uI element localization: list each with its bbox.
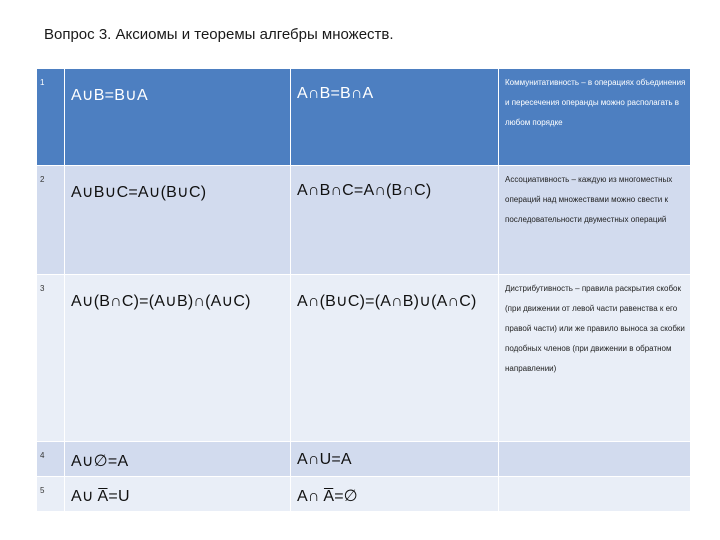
table-row	[37, 166, 691, 275]
property-description: Коммунитативность – в операциях объединения и пересечения операнды можно располагать в любом порядке	[505, 78, 686, 127]
intersection-formula: A∩U=A	[297, 451, 352, 468]
union-formula: A∪∅=A	[71, 453, 129, 470]
row-number: 2	[40, 175, 45, 184]
property-description	[499, 442, 690, 446]
property-description: Ассоциативность – каждую из многоместных операций над множествами можно свести к последовательности двуместных операций	[505, 175, 673, 224]
intersection-formula: A∩B∩C=A∩(B∩C)	[297, 182, 432, 199]
table-row	[37, 477, 691, 512]
union-formula: A∪(B∩C)=(A∪B)∩(A∪C)	[71, 293, 251, 310]
property-description	[499, 477, 690, 481]
union-formula: A∪B∪C=A∪(B∪C)	[71, 184, 207, 201]
table-row	[37, 275, 691, 442]
union-formula: A∪ A̅=U	[71, 488, 130, 505]
row-number: 5	[40, 486, 45, 495]
intersection-formula: A∩ A̅=∅	[297, 488, 358, 505]
intersection-formula: A∩(B∪C)=(A∩B)∪(A∩C)	[297, 293, 477, 310]
row-number: 4	[40, 451, 45, 460]
axioms-table	[36, 68, 691, 512]
row-number: 3	[40, 284, 45, 293]
table-row	[37, 442, 691, 477]
intersection-formula: A∩B=B∩A	[297, 85, 374, 102]
table-row	[37, 69, 691, 166]
union-formula: A∪B=B∪A	[71, 87, 148, 104]
row-number: 1	[40, 78, 45, 87]
page-title: Вопрос 3. Аксиомы и теоремы алгебры множеств.	[44, 26, 394, 43]
property-description: Дистрибутивность – правила раскрытия скобок (при движении от левой части равенства к его правой части) или же правило выноса за скобки подобных членов (при движении в обратном направлении)	[505, 284, 685, 373]
